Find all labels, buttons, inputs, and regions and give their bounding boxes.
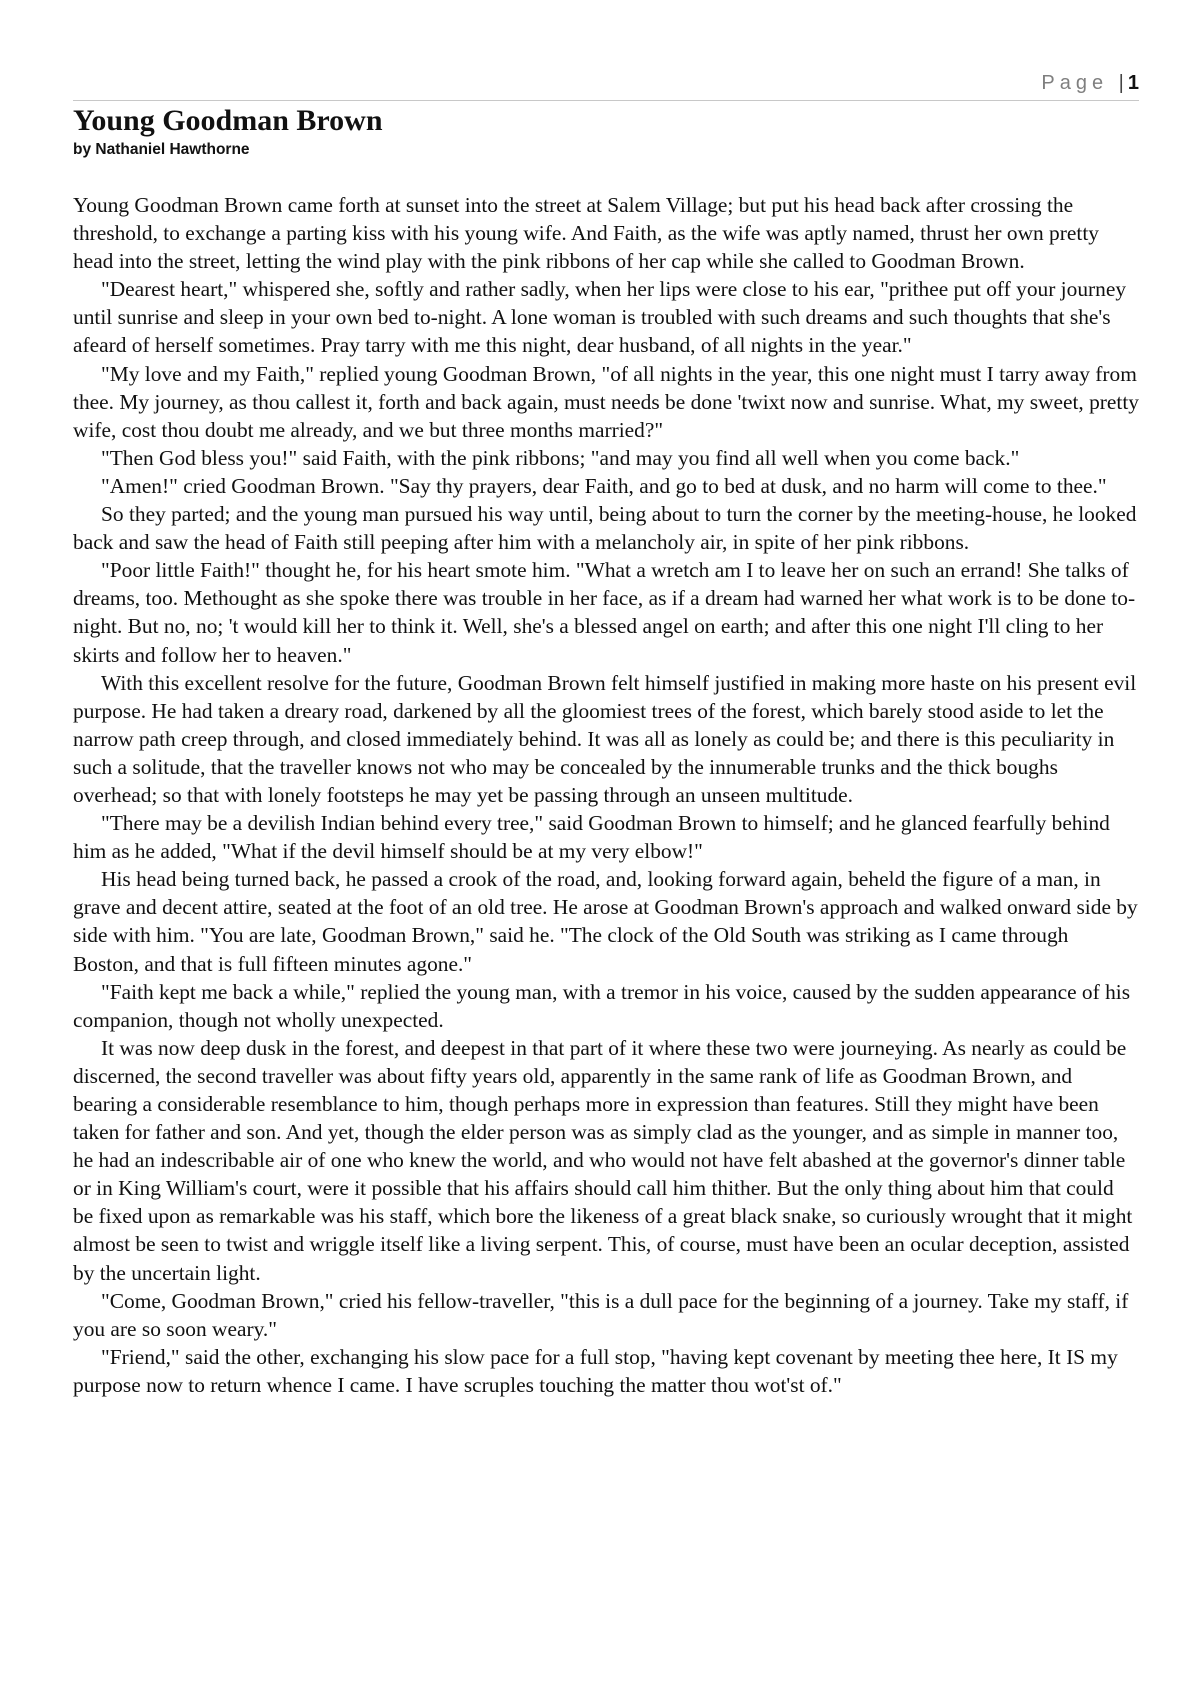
paragraph: "Poor little Faith!" thought he, for his heart smote him. "What a wretch am I to leave her on such an errand! She talks of dreams, too. Methought as she spoke there was trouble in her face, as if a dream had warned her what work is to be done to-night. But no, no; 't would kill her to think it. Well, she's a blessed angel on earth; and after this one night I'll cling to her skirts and follow her to heaven." <box>73 558 1136 667</box>
page-word: Page <box>1041 72 1109 94</box>
paragraph: "Then God bless you!" said Faith, with the pink ribbons; "and may you find all well when you come back." <box>101 445 1020 470</box>
page-number: 1 <box>1127 72 1139 94</box>
page-number-label <box>1041 72 1139 95</box>
paragraph: "Amen!" cried Goodman Brown. "Say thy prayers, dear Faith, and go to bed at dusk, and no harm will come to thee." <box>101 473 1107 498</box>
paragraph: It was now deep dusk in the forest, and deepest in that part of it where these two were journeying. As nearly as could be discerned, the second traveller was about fifty years old, apparently in the same rank of life as Goodman Brown, and bearing a considerable resemblance to him, though perhaps more in expression than features. Still they might have been taken for father and son. And yet, though the elder person was as simply clad as the younger, and as simple in manner too, he had an indescribable air of one who knew the world, and who would not have felt abashed at the governor's dinner table or in King William's court, were it possible that his affairs should call him thither. But the only thing about him that could be fixed upon as remarkable was his staff, which bore the likeness of a great black snake, so curiously wrought that it might almost be seen to twist and wriggle itself like a living serpent. This, of course, must have been an ocular deception, assisted by the uncertain light. <box>73 1035 1133 1285</box>
paragraph: "Come, Goodman Brown," cried his fellow-traveller, "this is a dull pace for the beginning of a journey. Take my staff, if you are so soon weary." <box>73 1288 1129 1341</box>
paragraph: "Dearest heart," whispered she, softly and rather sadly, when her lips were close to his ear, "prithee put off your journey until sunrise and sleep in your own bed to-night. A lone woman is troubled with such dreams and such thoughts that she's afeard of herself sometimes. Pray tarry with me this night, dear husband, of all nights in the year." <box>73 277 1127 358</box>
paragraph: "My love and my Faith," replied young Goodman Brown, "of all nights in the year, this one night must I tarry away from thee. My journey, as thou callest it, forth and back again, must needs be done 'twixt now and sunrise. What, my sweet, pretty wife, cost thou doubt me already, and we but three months married?" <box>73 361 1140 442</box>
paragraph: "Faith kept me back a while," replied the young man, with a tremor in his voice, caused by the sudden appearance of his companion, though not wholly unexpected. <box>73 979 1131 1032</box>
page-header <box>73 70 1139 101</box>
paragraph: "There may be a devilish Indian behind every tree," said Goodman Brown to himself; and he glanced fearfully behind him as he added, "What if the devil himself should be at my very elbow!" <box>73 811 1110 864</box>
document-body <box>73 191 1139 1399</box>
paragraph: His head being turned back, he passed a crook of the road, and, looking forward again, beheld the figure of a man, in grave and decent attire, seated at the foot of an old tree. He arose at Goodman Brown's approach and walked onward side by side with him. "You are late, Goodman Brown," said he. "The clock of the Old South was striking as I came through Boston, and that is full fifteen minutes agone." <box>73 867 1138 976</box>
paragraph: Young Goodman Brown came forth at sunset into the street at Salem Village; but put his head back after crossing the threshold, to exchange a parting kiss with his young wife. And Faith, as the wife was aptly named, thrust her own pretty head into the street, letting the wind play with the pink ribbons of her cap while she called to Goodman Brown. <box>73 193 1099 274</box>
paragraph: So they parted; and the young man pursued his way until, being about to turn the corner by the meeting-house, he looked back and saw the head of Faith still peeping after him with a melancholy air, in spite of her pink ribbons. <box>73 502 1137 555</box>
title-block <box>73 104 1139 160</box>
paragraph: "Friend," said the other, exchanging his slow pace for a full stop, "having kept covenant by meeting thee here, It IS my purpose now to return whence I came. I have scruples touching the matter thou wot'st of." <box>73 1344 1118 1397</box>
paragraph: With this excellent resolve for the future, Goodman Brown felt himself justified in making more haste on his present evil purpose. He had taken a dreary road, darkened by all the gloomiest trees of the forest, which barely stood aside to let the narrow path creep through, and closed immediately behind. It was all as lonely as could be; and there is this peculiarity in such a solitude, that the traveller knows not who may be concealed by the innumerable trunks and the thick boughs overhead; so that with lonely footsteps he may yet be passing through an unseen multitude. <box>73 670 1137 807</box>
page-separator: | <box>1118 72 1124 94</box>
document-title: Young Goodman Brown <box>73 104 383 137</box>
document-byline: by Nathaniel Hawthorne <box>73 141 250 158</box>
